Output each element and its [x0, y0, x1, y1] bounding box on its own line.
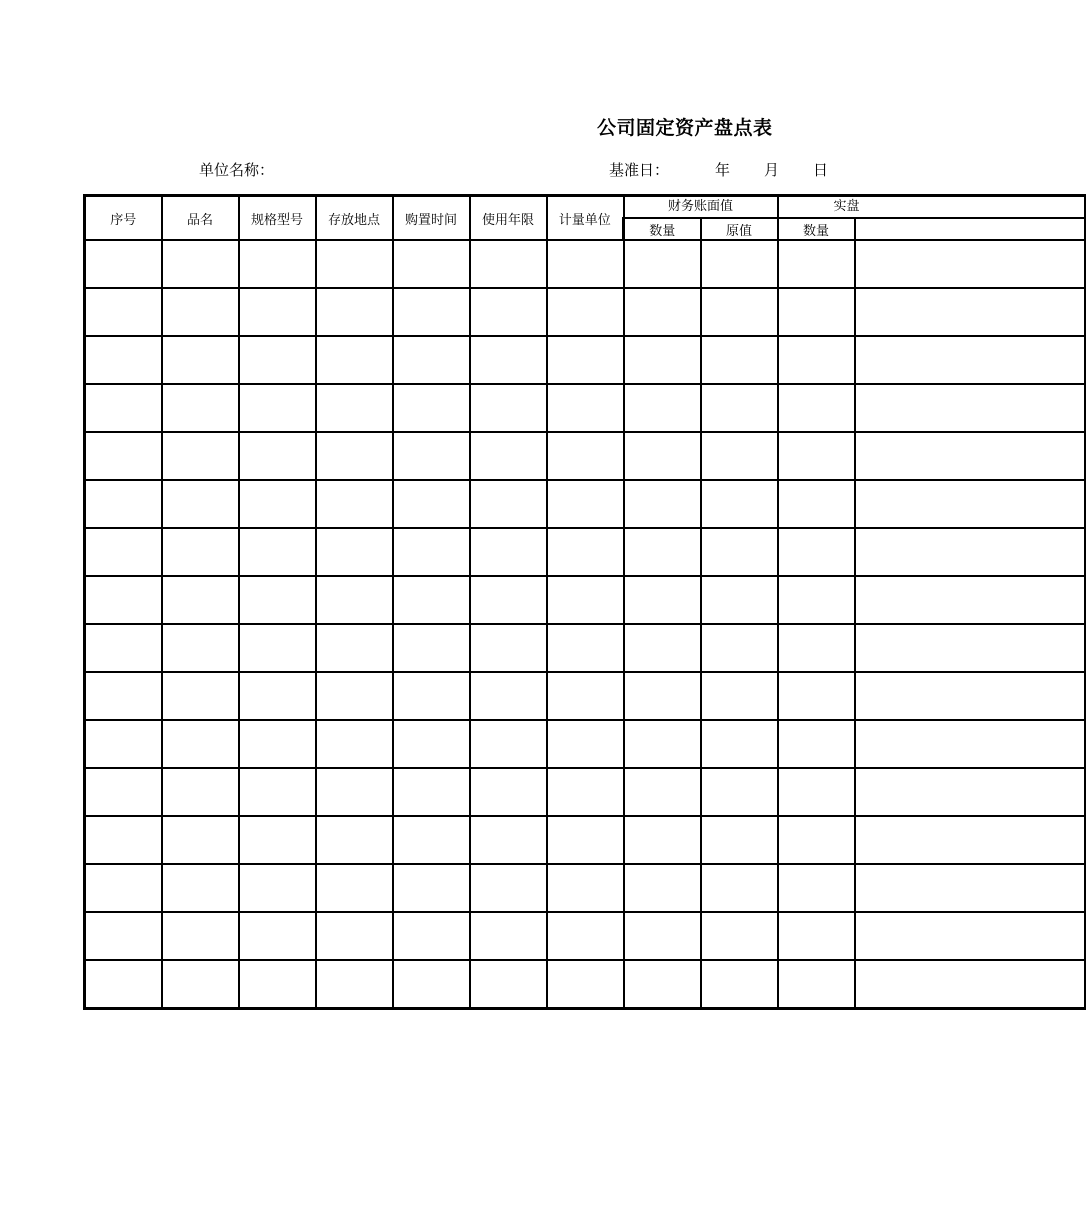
header-service-life: 使用年限	[470, 196, 547, 241]
table-cell[interactable]	[239, 672, 316, 720]
table-cell[interactable]	[239, 288, 316, 336]
header-book-qty: 数量	[624, 218, 701, 240]
table-cell[interactable]	[701, 960, 778, 1009]
table-cell[interactable]	[162, 672, 239, 720]
table-cell[interactable]	[547, 240, 624, 288]
table-cell[interactable]	[624, 576, 701, 624]
table-cell[interactable]	[316, 240, 393, 288]
header-name: 品名	[162, 196, 239, 241]
header-book-value-group: 财务账面值	[624, 196, 778, 219]
table-cell[interactable]	[778, 624, 855, 672]
table-cell[interactable]	[547, 528, 624, 576]
table-cell[interactable]	[393, 720, 470, 768]
table-cell[interactable]	[239, 720, 316, 768]
table-cell[interactable]	[855, 480, 1085, 528]
table-cell[interactable]	[855, 720, 1085, 768]
table-cell[interactable]	[855, 624, 1085, 672]
table-cell[interactable]	[855, 576, 1085, 624]
table-cell[interactable]	[85, 336, 162, 384]
table-row	[85, 528, 1085, 576]
table-cell[interactable]	[393, 864, 470, 912]
table-cell[interactable]	[701, 672, 778, 720]
table-cell[interactable]	[778, 816, 855, 864]
table-cell[interactable]	[547, 912, 624, 960]
table-cell[interactable]	[547, 624, 624, 672]
page-title: 公司固定资产盘点表	[597, 117, 773, 139]
table-row	[85, 432, 1085, 480]
table-cell[interactable]	[778, 336, 855, 384]
header-unit: 计量单位	[547, 196, 624, 241]
table-row	[85, 336, 1085, 384]
table-cell[interactable]	[162, 864, 239, 912]
table-cell[interactable]	[239, 432, 316, 480]
header-book-original-value: 原值	[701, 218, 778, 240]
table-cell[interactable]	[701, 240, 778, 288]
table-cell[interactable]	[85, 816, 162, 864]
table-cell[interactable]	[624, 720, 701, 768]
table-cell[interactable]	[239, 240, 316, 288]
table-cell[interactable]	[316, 336, 393, 384]
table-cell[interactable]	[547, 432, 624, 480]
table-cell[interactable]	[701, 432, 778, 480]
table-row	[85, 384, 1085, 432]
table-cell[interactable]	[470, 480, 547, 528]
table-cell[interactable]	[85, 912, 162, 960]
table-cell[interactable]	[316, 288, 393, 336]
table-cell[interactable]	[624, 288, 701, 336]
table-cell[interactable]	[855, 672, 1085, 720]
table-cell[interactable]	[393, 528, 470, 576]
table-cell[interactable]	[855, 864, 1085, 912]
table-cell[interactable]	[393, 672, 470, 720]
table-cell[interactable]	[855, 336, 1085, 384]
table-cell[interactable]	[778, 672, 855, 720]
table-cell[interactable]	[778, 384, 855, 432]
table-cell[interactable]	[547, 720, 624, 768]
table-cell[interactable]	[316, 768, 393, 816]
table-cell[interactable]	[393, 480, 470, 528]
table-cell[interactable]	[239, 576, 316, 624]
table-cell[interactable]	[239, 336, 316, 384]
base-date-label: 基准日：	[609, 161, 670, 179]
table-cell[interactable]	[393, 576, 470, 624]
table-cell[interactable]	[855, 432, 1085, 480]
table-cell[interactable]	[470, 528, 547, 576]
table-cell[interactable]	[701, 528, 778, 576]
table-cell[interactable]	[239, 384, 316, 432]
table-cell[interactable]	[624, 336, 701, 384]
table-cell[interactable]	[85, 960, 162, 1009]
table-cell[interactable]	[855, 384, 1085, 432]
table-cell[interactable]	[393, 288, 470, 336]
table-cell[interactable]	[701, 288, 778, 336]
table-cell[interactable]	[624, 672, 701, 720]
table-row	[85, 720, 1085, 768]
year-label: 年	[715, 161, 731, 179]
table-cell[interactable]	[778, 576, 855, 624]
table-cell[interactable]	[855, 768, 1085, 816]
table-cell[interactable]	[701, 624, 778, 672]
table-row	[85, 288, 1085, 336]
table-cell[interactable]	[316, 432, 393, 480]
table-cell[interactable]	[162, 432, 239, 480]
table-cell[interactable]	[701, 576, 778, 624]
table-cell[interactable]	[85, 672, 162, 720]
table-cell[interactable]	[470, 864, 547, 912]
table-cell[interactable]	[778, 528, 855, 576]
day-label: 日	[813, 161, 829, 179]
table-cell[interactable]	[316, 816, 393, 864]
table-cell[interactable]	[855, 912, 1085, 960]
table-cell[interactable]	[316, 672, 393, 720]
table-cell[interactable]	[624, 864, 701, 912]
header-seq: 序号	[85, 196, 162, 241]
table-cell[interactable]	[547, 816, 624, 864]
table-cell[interactable]	[393, 624, 470, 672]
asset-inventory-table	[83, 194, 1086, 1010]
table-cell[interactable]	[778, 768, 855, 816]
table-cell[interactable]	[316, 720, 393, 768]
table-row	[85, 912, 1085, 960]
table-cell[interactable]	[85, 288, 162, 336]
table-cell[interactable]	[162, 720, 239, 768]
table-cell[interactable]	[624, 528, 701, 576]
table-cell[interactable]	[470, 288, 547, 336]
table-cell[interactable]	[624, 816, 701, 864]
table-cell[interactable]	[162, 528, 239, 576]
table-cell[interactable]	[778, 912, 855, 960]
table-cell[interactable]	[778, 720, 855, 768]
table-cell[interactable]	[239, 768, 316, 816]
table-cell[interactable]	[855, 960, 1085, 1009]
table-cell[interactable]	[547, 960, 624, 1009]
table-cell[interactable]	[162, 480, 239, 528]
table-cell[interactable]	[316, 624, 393, 672]
table-cell[interactable]	[393, 768, 470, 816]
header-spec: 规格型号	[239, 196, 316, 241]
table-cell[interactable]	[778, 240, 855, 288]
table-cell[interactable]	[778, 864, 855, 912]
table-row	[85, 576, 1085, 624]
header-purchase-date: 购置时间	[393, 196, 470, 241]
table-cell[interactable]	[701, 480, 778, 528]
table-cell[interactable]	[624, 240, 701, 288]
table-cell[interactable]	[239, 816, 316, 864]
table-cell[interactable]	[85, 576, 162, 624]
table-cell[interactable]	[547, 288, 624, 336]
table-row	[85, 624, 1085, 672]
table-cell[interactable]	[239, 912, 316, 960]
table-row	[85, 240, 1085, 288]
table-cell[interactable]	[85, 624, 162, 672]
table-cell[interactable]	[85, 720, 162, 768]
table-cell[interactable]	[162, 960, 239, 1009]
table-cell[interactable]	[470, 240, 547, 288]
table-cell[interactable]	[547, 480, 624, 528]
table-cell[interactable]	[624, 960, 701, 1009]
table-cell[interactable]	[393, 816, 470, 864]
table-cell[interactable]	[162, 816, 239, 864]
table-cell[interactable]	[316, 864, 393, 912]
table-cell[interactable]	[85, 384, 162, 432]
table-cell[interactable]	[239, 528, 316, 576]
table-cell[interactable]	[701, 720, 778, 768]
table-cell[interactable]	[316, 576, 393, 624]
table-cell[interactable]	[624, 624, 701, 672]
table-cell[interactable]	[470, 960, 547, 1009]
table-cell[interactable]	[778, 480, 855, 528]
table-cell[interactable]	[470, 768, 547, 816]
table-cell[interactable]	[162, 576, 239, 624]
table-cell[interactable]	[624, 768, 701, 816]
month-label: 月	[764, 161, 780, 179]
table-cell[interactable]	[470, 336, 547, 384]
table-cell[interactable]	[778, 288, 855, 336]
table-cell[interactable]	[393, 960, 470, 1009]
table-cell[interactable]	[393, 912, 470, 960]
table-cell[interactable]	[470, 720, 547, 768]
table-cell[interactable]	[470, 384, 547, 432]
table-cell[interactable]	[393, 432, 470, 480]
table-cell[interactable]	[316, 528, 393, 576]
table-cell[interactable]	[393, 336, 470, 384]
table-cell[interactable]	[85, 480, 162, 528]
table-row	[85, 864, 1085, 912]
table-cell[interactable]	[470, 432, 547, 480]
table-row	[85, 672, 1085, 720]
table-cell[interactable]	[855, 240, 1085, 288]
header-actual-group: 实盘	[778, 196, 1085, 219]
table-cell[interactable]	[547, 864, 624, 912]
table-cell[interactable]	[85, 528, 162, 576]
table-cell[interactable]	[624, 384, 701, 432]
table-cell[interactable]	[239, 480, 316, 528]
table-cell[interactable]	[701, 384, 778, 432]
table-cell[interactable]	[162, 912, 239, 960]
table-cell[interactable]	[547, 384, 624, 432]
table-cell[interactable]	[162, 768, 239, 816]
header-location: 存放地点	[316, 196, 393, 241]
table-row	[85, 480, 1085, 528]
table-cell[interactable]	[162, 384, 239, 432]
table-cell[interactable]	[855, 816, 1085, 864]
table-cell[interactable]	[624, 480, 701, 528]
table-row	[85, 768, 1085, 816]
table-cell[interactable]	[855, 288, 1085, 336]
table-cell[interactable]	[778, 432, 855, 480]
table-row	[85, 816, 1085, 864]
table-cell[interactable]	[855, 528, 1085, 576]
inventory-sheet	[83, 194, 860, 1037]
table-cell[interactable]	[701, 816, 778, 864]
table-cell[interactable]	[85, 864, 162, 912]
table-cell[interactable]	[316, 912, 393, 960]
table-cell[interactable]	[778, 960, 855, 1009]
table-cell[interactable]	[547, 672, 624, 720]
table-cell[interactable]	[624, 432, 701, 480]
table-cell[interactable]	[624, 912, 701, 960]
table-row	[85, 960, 1085, 1009]
table-cell[interactable]	[316, 384, 393, 432]
unit-name-label: 单位名称：	[199, 161, 275, 179]
table-cell[interactable]	[547, 768, 624, 816]
table-cell[interactable]	[393, 240, 470, 288]
table-cell[interactable]	[85, 768, 162, 816]
table-cell[interactable]	[239, 624, 316, 672]
header-actual-qty: 数量	[778, 218, 855, 240]
table-cell[interactable]	[470, 672, 547, 720]
table-cell[interactable]	[316, 480, 393, 528]
table-cell[interactable]	[470, 624, 547, 672]
table-cell[interactable]	[316, 960, 393, 1009]
table-cell[interactable]	[547, 576, 624, 624]
table-cell[interactable]	[162, 624, 239, 672]
table-cell[interactable]	[701, 336, 778, 384]
table-cell[interactable]	[701, 864, 778, 912]
table-cell[interactable]	[239, 864, 316, 912]
table-cell[interactable]	[85, 240, 162, 288]
table-cell[interactable]	[162, 336, 239, 384]
table-cell[interactable]	[701, 768, 778, 816]
table-cell[interactable]	[85, 432, 162, 480]
table-cell[interactable]	[470, 816, 547, 864]
table-cell[interactable]	[393, 384, 470, 432]
table-cell[interactable]	[547, 336, 624, 384]
header-actual-extra	[855, 218, 1085, 240]
table-cell[interactable]	[162, 240, 239, 288]
table-cell[interactable]	[470, 912, 547, 960]
table-cell[interactable]	[162, 288, 239, 336]
table-cell[interactable]	[701, 912, 778, 960]
table-cell[interactable]	[470, 576, 547, 624]
table-cell[interactable]	[239, 960, 316, 1009]
